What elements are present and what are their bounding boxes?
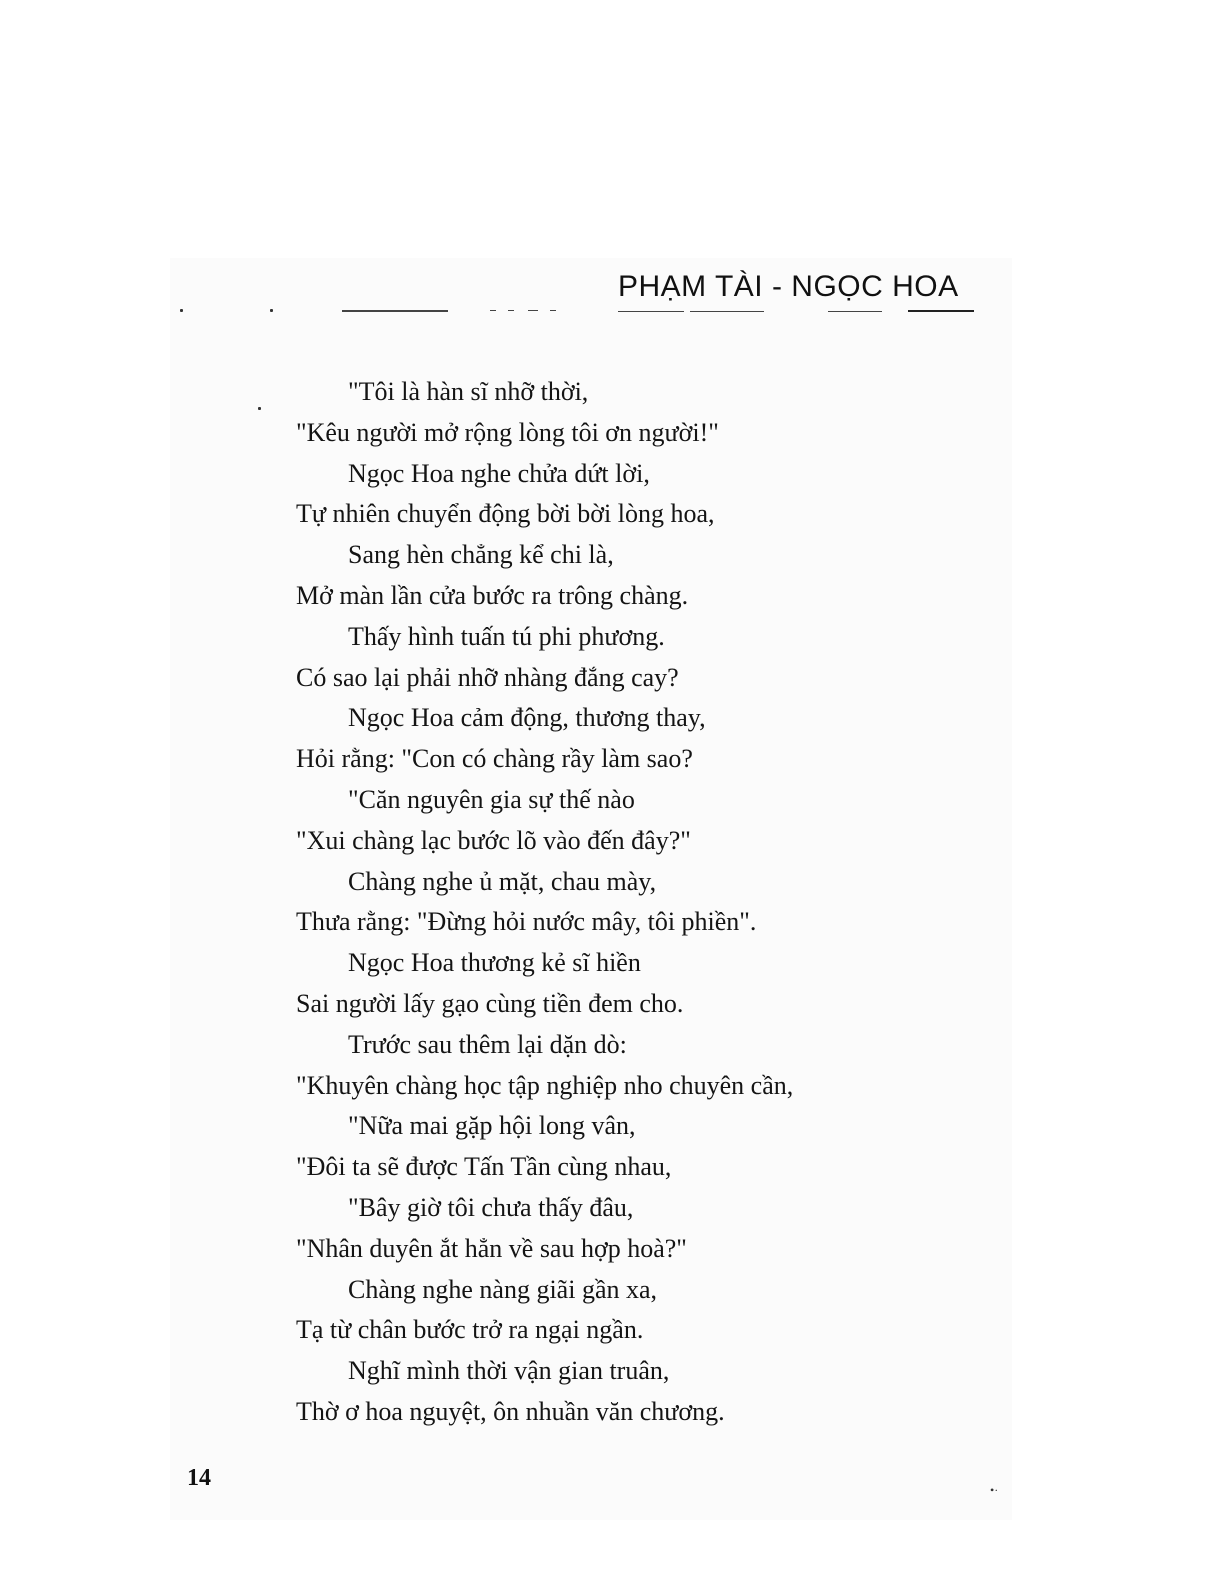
scan-dash [618, 311, 684, 312]
verse-line: Chàng nghe ủ mặt, chau mày, [348, 866, 657, 896]
verse-line: Tự nhiên chuyển động bời bời lòng hoa, [296, 499, 715, 529]
verse-line: Có sao lại phải nhỡ nhàng đắng cay? [296, 662, 679, 692]
header-rule [908, 310, 974, 312]
verse-line: Thưa rằng: "Đừng hỏi nước mây, tôi phiền". [296, 907, 757, 937]
scan-dash [528, 310, 538, 311]
verse-line: "Bây giờ tôi chưa thấy đâu, [348, 1192, 634, 1222]
verse-line: Hỏi rằng: "Con có chàng rầy làm sao? [296, 744, 693, 774]
verse-line: Ngọc Hoa nghe chửa dứt lời, [348, 458, 650, 488]
verse-line: Thờ ơ hoa nguyệt, ôn nhuần văn chương. [296, 1396, 725, 1426]
verse-line: "Kêu người mở rộng lòng tôi ơn người!" [296, 417, 719, 447]
scan-dash [690, 311, 764, 312]
verse-line: Mở màn lần cửa bước ra trông chàng. [296, 580, 689, 610]
verse-line: Ngọc Hoa thương kẻ sĩ hiền [348, 948, 641, 978]
verse-line: Ngọc Hoa cảm động, thương thay, [348, 703, 706, 733]
verse-line: Trước sau thêm lại dặn dò: [348, 1029, 627, 1059]
scan-dash [490, 310, 496, 311]
page-number: 14 [187, 1465, 211, 1491]
verse-line: Sai người lấy gạo cùng tiền đem cho. [296, 988, 684, 1018]
running-header-title: PHẠM TÀI - NGỌC HOA [618, 270, 959, 303]
scan-dash [550, 310, 556, 311]
scan-speck [258, 407, 261, 410]
verse-line: Nghĩ mình thời vận gian truân, [348, 1356, 670, 1386]
scan-dash [828, 311, 882, 312]
scan-speck [180, 309, 183, 312]
verse-line: "Đôi ta sẽ được Tấn Tần cùng nhau, [296, 1152, 672, 1182]
verse-line: "Nữa mai gặp hội long vân, [348, 1111, 636, 1141]
verse-line: Thấy hình tuấn tú phi phương. [348, 621, 665, 651]
scan-speck: •· [990, 1483, 999, 1497]
verse-line: "Nhân duyên ắt hẳn về sau hợp hoà?" [296, 1233, 687, 1263]
verse-line: Sang hèn chẳng kể chi là, [348, 540, 614, 570]
verse-line: "Căn nguyên gia sự thế nào [348, 784, 635, 814]
verse-line: "Tôi là hàn sĩ nhỡ thời, [348, 377, 589, 406]
verse-line: Chàng nghe nàng giãi gần xa, [348, 1274, 658, 1304]
scan-dash [342, 310, 448, 312]
verse-line: "Khuyên chàng học tập nghiệp nho chuyên cần, [296, 1070, 794, 1100]
verse-line: "Xui chàng lạc bước lõ vào đến đây?" [296, 825, 691, 855]
poem-body [296, 372, 996, 1433]
scan-dash [508, 310, 514, 311]
scan-speck [270, 309, 273, 312]
verse-line: Tạ từ chân bước trở ra ngại ngần. [296, 1315, 644, 1345]
